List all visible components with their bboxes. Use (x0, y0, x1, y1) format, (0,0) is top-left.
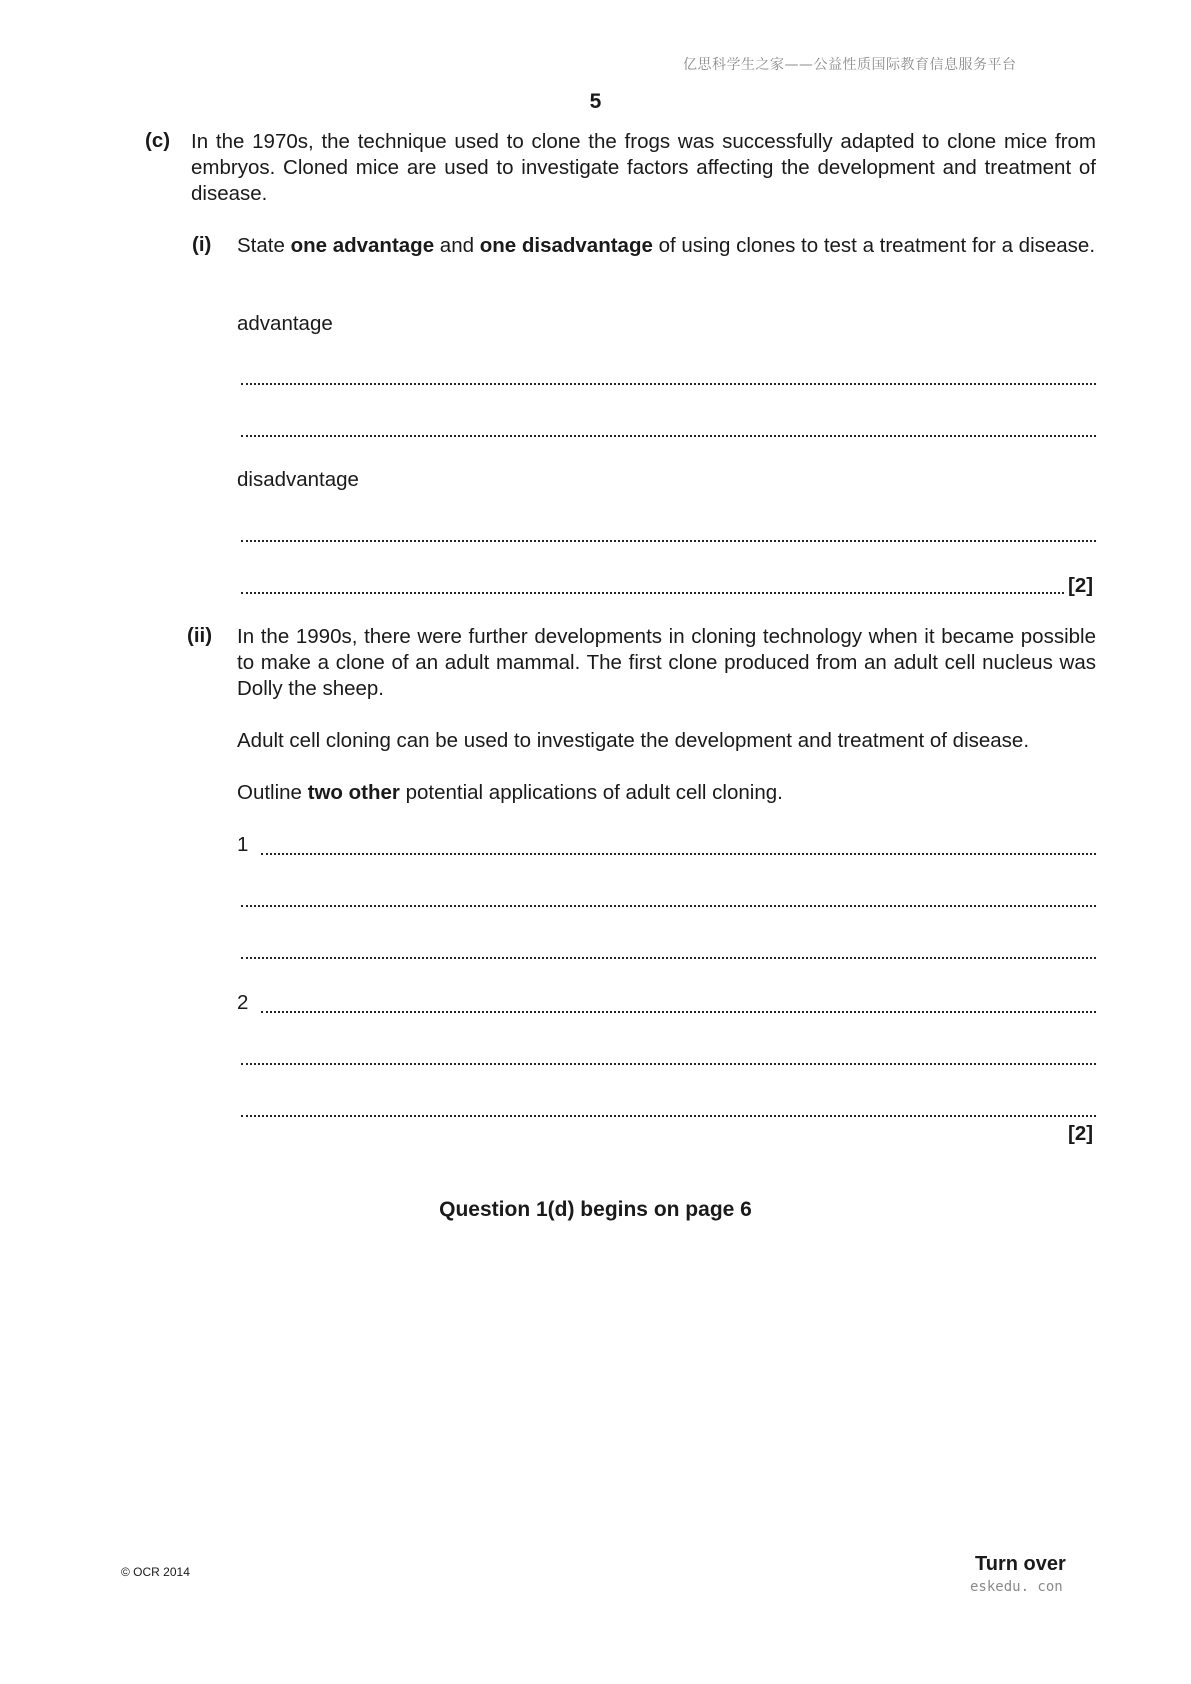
answer-1-line-2[interactable] (241, 897, 1096, 907)
continuation-note: Question 1(d) begins on page 6 (439, 1198, 752, 1221)
answer-1-line-3[interactable] (241, 949, 1096, 959)
copyright-notice: © OCR 2014 (121, 1565, 190, 1579)
disadvantage-label: disadvantage (237, 468, 359, 491)
sub-ii-label: (ii) (187, 624, 213, 647)
footer-watermark: eskedu. con (970, 1579, 1063, 1595)
answer-1-number: 1 (237, 833, 249, 856)
sub-ii-statement: Adult cell cloning can be used to investigate the development and treatment of disease. (237, 729, 1030, 752)
sub-ii-marks: [2] (1068, 1122, 1094, 1145)
sub-i-label: (i) (192, 233, 212, 256)
sub-ii-context: In the 1990s, there were further developments in cloning technology when it became possible to make a clone of an adult mammal. The first clone produced from an adult cell nucleus was Dolly the sheep. (237, 625, 1096, 700)
sub-i-question: State one advantage and one disadvantage of using clones to test a treatment for a disease. (237, 234, 1096, 257)
answer-2-number: 2 (237, 991, 249, 1014)
sub-i-marks: [2] (1068, 574, 1094, 597)
advantage-answer-line-2[interactable] (241, 427, 1096, 437)
answer-2-line-2[interactable] (241, 1055, 1096, 1065)
disadvantage-answer-line-2[interactable] (241, 584, 1064, 594)
advantage-answer-line-1[interactable] (241, 375, 1096, 385)
header-watermark: 亿思科学生之家——公益性质国际教育信息服务平台 (683, 57, 1017, 73)
turn-over-label: Turn over (975, 1553, 1066, 1575)
sub-ii-question: Outline two other potential applications of adult cell cloning. (237, 781, 783, 804)
answer-1-line-1[interactable] (261, 845, 1096, 855)
disadvantage-answer-line-1[interactable] (241, 532, 1096, 542)
part-c-label: (c) (145, 129, 171, 152)
part-c-intro: In the 1970s, the technique used to clone the frogs was successfully adapted to clone mice from embryos. Cloned mice are used to investigate factors affecting the development and treatment of disease. (191, 130, 1096, 205)
answer-2-line-1[interactable] (261, 1003, 1096, 1013)
answer-2-line-3[interactable] (241, 1107, 1096, 1117)
advantage-label: advantage (237, 312, 333, 335)
page-number: 5 (589, 90, 602, 113)
